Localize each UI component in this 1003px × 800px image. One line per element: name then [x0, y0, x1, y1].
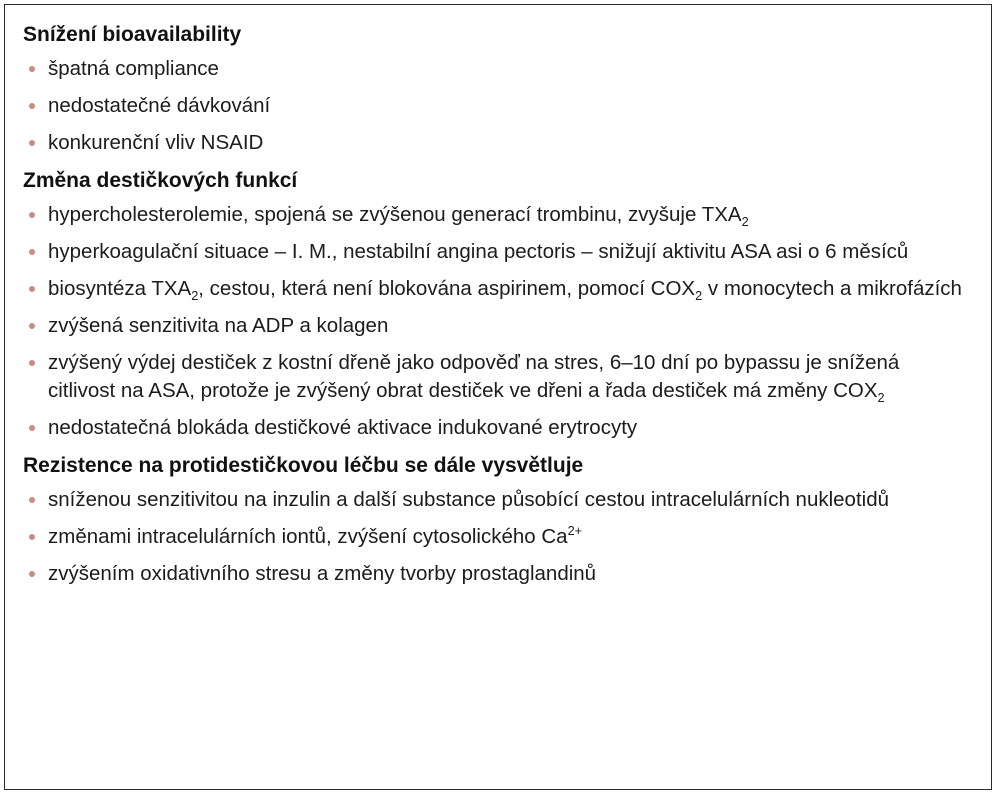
bullet-icon: [29, 360, 35, 366]
subscript: 2: [191, 288, 199, 304]
item-text: změnami intracelulárních iontů, zvýšení cytosolického Ca: [48, 525, 568, 548]
item-text: biosyntéza TXA: [48, 277, 192, 300]
item-list: [23, 55, 965, 157]
item-text: nedostatečné dávkování: [48, 94, 271, 117]
subscript: 2: [877, 390, 885, 406]
item-text: zvýšením oxidativního stresu a změny tvorby prostaglandinů: [48, 562, 597, 585]
bullet-icon: [29, 534, 35, 540]
list-item: [23, 275, 965, 303]
list-item: [23, 349, 965, 405]
bullet-icon: [29, 497, 35, 503]
item-text: v monocytech a mikrofázích: [702, 277, 962, 300]
section-heading: Změna destičkových funkcí: [23, 169, 298, 192]
subscript: 2: [741, 214, 749, 230]
list-item: [23, 238, 965, 266]
section-platelet-function: [23, 167, 965, 442]
bullet-icon: [29, 140, 35, 146]
item-text: sníženou senzitivitou na inzulin a další substance působící cestou intracelulárních nukleotidů: [48, 488, 890, 511]
item-list: [23, 486, 965, 588]
bullet-icon: [29, 571, 35, 577]
item-text: nedostatečná blokáda destičkové aktivace indukované erytrocyty: [48, 416, 638, 439]
list-item: [23, 129, 965, 157]
section-resistance: [23, 452, 965, 588]
bullet-icon: [29, 425, 35, 431]
list-item: [23, 414, 965, 442]
item-text: zvýšená senzitivita na ADP a kolagen: [48, 314, 389, 337]
list-item: [23, 55, 965, 83]
info-box: [4, 4, 992, 790]
superscript: 2+: [567, 523, 583, 539]
bullet-icon: [29, 66, 35, 72]
bullet-icon: [29, 286, 35, 292]
list-item: [23, 560, 965, 588]
list-item: [23, 92, 965, 120]
bullet-icon: [29, 212, 35, 218]
item-list: [23, 201, 965, 442]
item-text: špatná compliance: [48, 57, 219, 80]
bullet-icon: [29, 323, 35, 329]
subscript: 2: [695, 288, 703, 304]
item-text: zvýšený výdej destiček z kostní dřeně jako odpověď na stres, 6–10 dní po bypassu je snížená citlivost na ASA, protože je zvýšený obrat destiček ve dřeni a řada destiček má změny COX: [48, 351, 900, 402]
list-item: [23, 201, 965, 229]
section-heading: Snížení bioavailability: [23, 23, 242, 46]
item-text: hypercholesterolemie, spojená se zvýšenou generací trombinu, zvyšuje TXA: [48, 203, 742, 226]
list-item: [23, 486, 965, 514]
item-text: hyperkoagulační situace – I. M., nestabilní angina pectoris – snižují aktivitu ASA asi o 6 měsíců: [48, 240, 909, 263]
bullet-icon: [29, 249, 35, 255]
item-text: , cestou, která není blokována aspirinem, pomocí COX: [198, 277, 696, 300]
list-item: [23, 523, 965, 551]
section-heading: Rezistence na protidestičkovou léčbu se dále vysvětluje: [23, 454, 584, 477]
item-text: konkurenční vliv NSAID: [48, 131, 264, 154]
bullet-icon: [29, 103, 35, 109]
section-bioavailability: [23, 21, 965, 157]
list-item: [23, 312, 965, 340]
